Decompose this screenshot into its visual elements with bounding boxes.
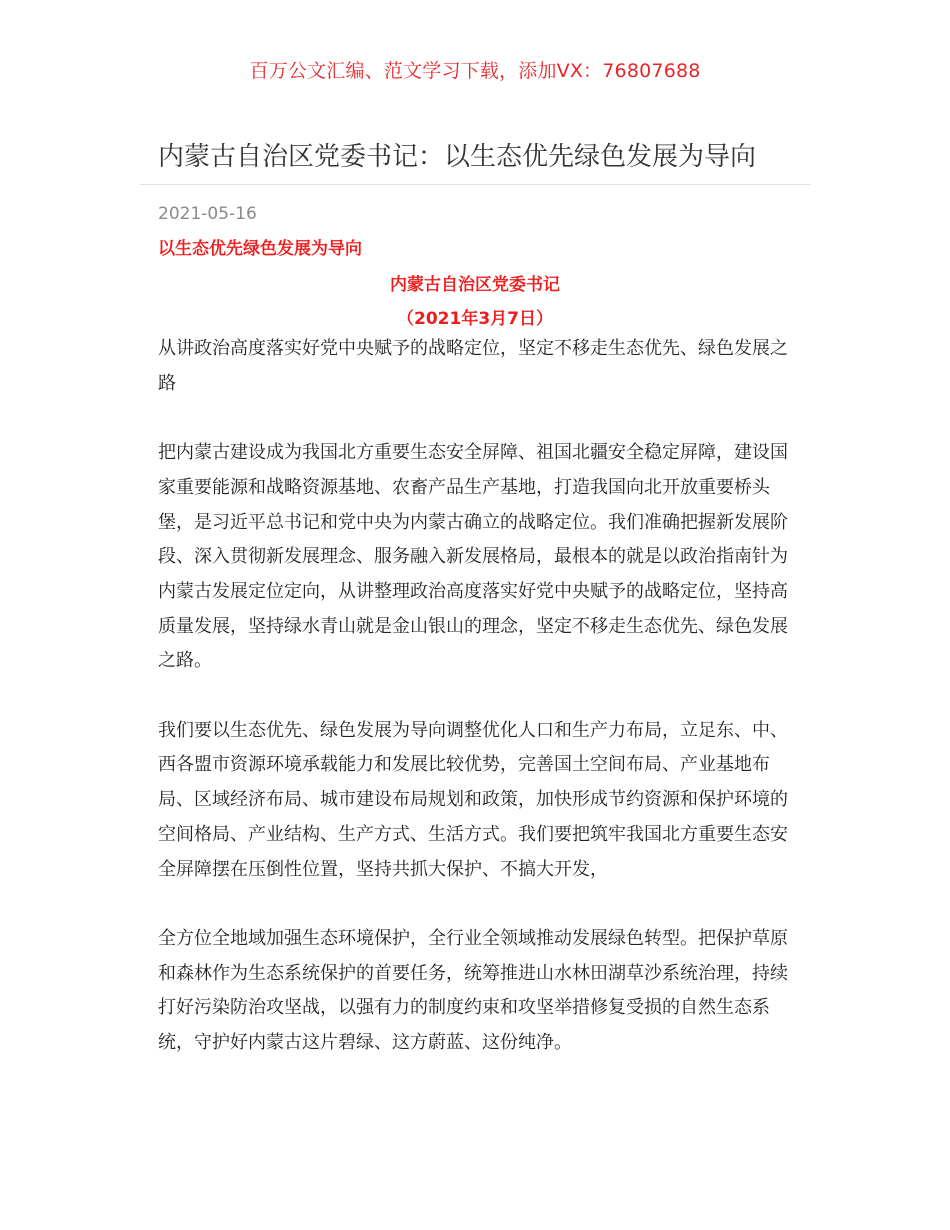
article-subtitle: 以生态优先绿色发展为导向 — [158, 239, 362, 259]
title-divider — [140, 184, 811, 185]
paragraph: 我们要以生态优先、绿色发展为导向调整优化人口和生产力布局，立足东、中、西各盟市资源环境承载能力和发展比较优势，完善国土空间布局、产业基地布局、区域经济布局、城市建设布局规划和政策，加快形成节约资源和保护环境的空间格局、产业结构、生产方式、生活方式。我们要把筑牢我国北方重要生态安全屏障摆在压倒性位置，坚持共抓大保护、不搞大开发， — [158, 719, 788, 880]
page-title: 内蒙古自治区党委书记：以生态优先绿色发展为导向 — [158, 142, 757, 172]
publish-date: 2021-05-16 — [158, 204, 257, 224]
paragraph: 把内蒙古建设成为我国北方重要生态安全屏障、祖国北疆安全稳定屏障，建设国家重要能源和战略资源基地、农畜产品生产基地，打造我国向北开放重要桥头堡，是习近平总书记和党中央为内蒙古确立的战略定位。我们准确把握新发展阶段、深入贯彻新发展理念、服务融入新发展格局，最根本的就是以政治指南针为内蒙古发展定位定向，从讲整理政治高度落实好党中央赋予的战略定位，坚持高质量发展，坚持绿水青山就是金山银山的理念，坚定不移走生态优先、绿色发展之路。 — [158, 442, 788, 672]
article-body — [158, 332, 794, 1095]
speech-date: （2021年3月7日） — [397, 309, 553, 329]
paragraph: 全方位全地域加强生态环境保护，全行业全领域推动发展绿色转型。把保护草原和森林作为生态系统保护的首要任务，统筹推进山水林田湖草沙系统治理，持续打好污染防治攻坚战，以强有力的制度约束和攻坚举措修复受损的自然生态系统，守护好内蒙古这片碧绿、这方蔚蓝、这份纯净。 — [158, 927, 788, 1054]
paragraph: 从讲政治高度落实好党中央赋予的战略定位，坚定不移走生态优先、绿色发展之路 — [158, 338, 788, 394]
promo-banner: 百万公文汇编、范文学习下载，添加VX：76807688 — [249, 60, 701, 82]
article-author: 内蒙古自治区党委书记 — [390, 275, 560, 295]
